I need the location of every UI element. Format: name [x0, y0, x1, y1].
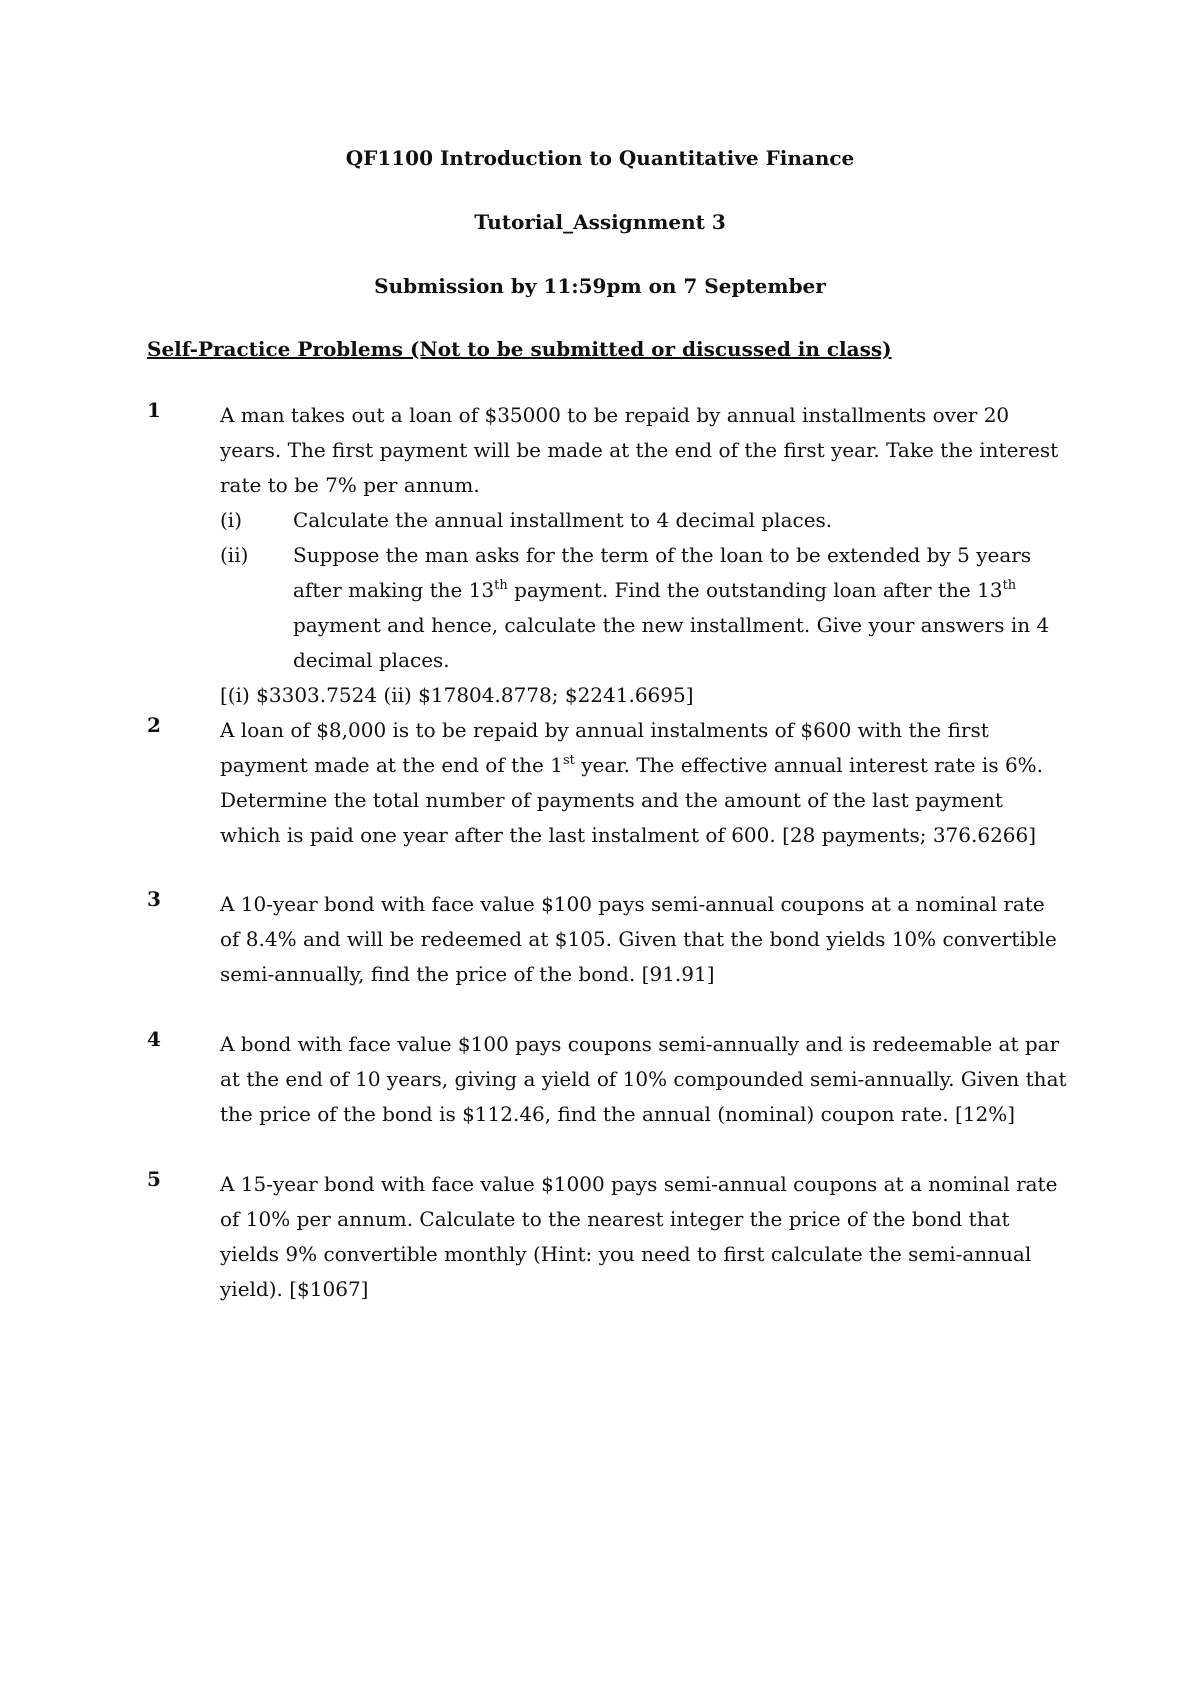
problem-text: year. The effective annual interest rate is 6%. Determine the total number of payments and the amount of the last payment which is paid one year after the last instalment of 600. [28 payments; 376.6266]	[220, 753, 1044, 847]
problem-3	[147, 887, 1067, 992]
problem-text: A loan of $8,000 is to be repaid by annual instalments of $600 with the first payment made at the end of the 1	[220, 718, 989, 777]
subpart-text: payment. Find the outstanding loan after the 13	[507, 578, 1003, 602]
problem-1	[147, 398, 1067, 713]
subpart-label: (ii)	[220, 543, 249, 567]
subpart-text: Calculate the annual installment to 4 decimal places.	[293, 508, 833, 532]
problem-2	[147, 713, 1067, 853]
subpart-i	[220, 503, 1067, 538]
superscript: th	[1002, 578, 1017, 593]
subpart-text: payment and hence, calculate the new installment. Give your answers in 4 decimal places.	[293, 613, 1050, 672]
problem-5	[147, 1167, 1067, 1307]
problem-text: A 10-year bond with face value $100 pays semi-annual coupons at a nominal rate of 8.4% and will be redeemed at $105. Given that the bond yields 10% convertible semi-annually, find the price of the bond. [91.91]	[220, 892, 1057, 986]
superscript: st	[562, 753, 575, 768]
submission-deadline: Submission by 11:59pm on 7 September	[374, 274, 826, 298]
page-title: QF1100 Introduction to Quantitative Finance	[345, 146, 855, 170]
subpart-text: Suppose the man asks for the term of the loan to be extended by 5 years after making the 13	[293, 543, 1032, 602]
problem-number: 3	[147, 887, 161, 911]
problem-number: 5	[147, 1167, 161, 1191]
problem-text: A bond with face value $100 pays coupons semi-annually and is redeemable at par at the end of 10 years, giving a yield of 10% compounded semi-annually. Given that the price of the bond is $112.46, find the annual (nominal) coupon rate. [12%]	[220, 1032, 1067, 1126]
problem-number: 1	[147, 398, 161, 422]
section-heading: Self-Practice Problems (Not to be submitted or discussed in class)	[147, 337, 892, 361]
problem-number: 2	[147, 713, 161, 737]
subpart-ii	[220, 538, 1067, 678]
superscript: th	[494, 578, 508, 593]
problem-answer: [(i) $3303.7524 (ii) $17804.8778; $2241.6695]	[220, 683, 694, 707]
problem-4	[147, 1027, 1067, 1132]
problem-number: 4	[147, 1027, 161, 1051]
assignment-subtitle: Tutorial_Assignment 3	[474, 210, 726, 234]
problem-text: A man takes out a loan of $35000 to be repaid by annual installments over 20 years. The first payment will be made at the end of the first year. Take the interest rate to be 7% per annum.	[220, 403, 1059, 497]
problem-text: A 15-year bond with face value $1000 pays semi-annual coupons at a nominal rate of 10% per annum. Calculate to the nearest integer the price of the bond that yields 9% convertible monthly (Hint: you need to first calculate the semi-annual yield). [$1067]	[220, 1172, 1058, 1301]
subpart-label: (i)	[220, 508, 243, 532]
